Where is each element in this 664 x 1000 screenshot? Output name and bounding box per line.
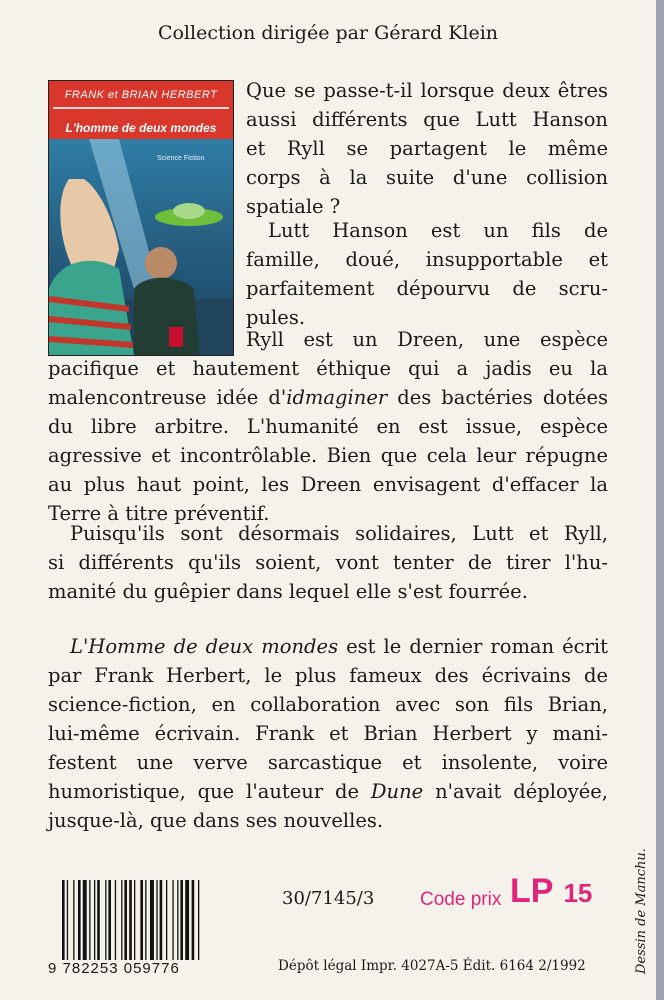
barcode xyxy=(62,880,234,960)
cover-series: Science Fiction xyxy=(157,155,205,162)
barcode-bar xyxy=(121,880,122,960)
cover-divider xyxy=(53,107,229,109)
barcode-number: 9 782253 059776 xyxy=(48,960,180,977)
barcode-bar xyxy=(166,880,167,960)
text-line: manité du guêpier dans lequel elle s'est fourrée. xyxy=(48,580,528,603)
blurb-paragraph-3 xyxy=(48,325,608,528)
text-line: au plus haut point, les Dreen envisagent d'effacer la xyxy=(48,473,608,496)
text-line: corps à la suite d'une collision xyxy=(246,166,608,189)
collection-header: Collection dirigée par Gérard Klein xyxy=(157,22,499,44)
text-line: Lutt Hanson est un fils de xyxy=(268,219,608,242)
barcode-bar xyxy=(124,880,127,960)
price-code-lp: LP xyxy=(510,872,554,910)
reference-number: 30/7145/3 xyxy=(282,888,375,909)
barcode-bar xyxy=(94,880,95,960)
text-line: science-fiction, en collaboration avec son fils Brian, xyxy=(48,693,608,716)
text-line: si différents qu'ils soient, vont tenter de tirer l'hu- xyxy=(48,551,608,574)
barcode-bar xyxy=(180,880,183,960)
text-segment: humoristique, que l'auteur de xyxy=(48,780,371,803)
barcode-bar xyxy=(108,880,111,960)
barcode-bar xyxy=(185,880,189,960)
text-line: Puisqu'ils sont désormais solidaires, Lutt et Ryll, xyxy=(70,522,608,545)
cover-author: FRANK et BRIAN HERBERT xyxy=(64,89,218,101)
text-line: festent une verve sarcastique et insolente, voire xyxy=(48,751,608,774)
text-line: Ryll est un Dreen, une espèce xyxy=(246,328,608,351)
text-line: du libre arbitre. L'humanité en est issue, espèce xyxy=(48,415,608,438)
text-segment: n'avait déployée, xyxy=(423,780,609,803)
text-segment: des bactéries dotées xyxy=(387,386,608,409)
text-line: et Ryll se partagent le même xyxy=(246,137,608,160)
text-line: jusque-là, que dans ses nouvelles. xyxy=(48,809,384,832)
cover-title: L'homme de deux mondes xyxy=(65,121,217,135)
barcode-bar xyxy=(73,880,74,960)
text-line: agressive et incontrôlable. Bien que cela leur répugne xyxy=(48,444,608,467)
text-line: aussi différents que Lutt Hanson xyxy=(246,108,608,131)
text-line: spatiale ? xyxy=(246,195,341,218)
barcode-bar xyxy=(198,880,199,960)
barcode-bar xyxy=(89,880,90,960)
blurb-paragraph-4 xyxy=(48,519,608,606)
cover-illustration xyxy=(49,139,233,355)
legal-deposit: Dépôt légal Impr. 4027A-5 Édit. 6164 2/1992 xyxy=(278,958,586,974)
barcode-bar xyxy=(160,880,163,960)
barcode-bar xyxy=(150,880,154,960)
price-code-label: Code prix xyxy=(420,889,502,910)
barcode-bar xyxy=(145,880,146,960)
book-title-italic: L'Homme de deux mondes xyxy=(70,635,339,658)
blurb-paragraph-1 xyxy=(246,76,608,221)
illustration-credit: Dessin de Manchu. xyxy=(634,848,649,974)
text-line: par Frank Herbert, le plus fameux des écrivains de xyxy=(48,664,608,687)
barcode-bar xyxy=(177,880,178,960)
blurb-paragraph-2 xyxy=(246,216,608,332)
text-segment: est le dernier roman écrit xyxy=(338,635,608,658)
text-line: lui-même écrivain. Frank et Brian Herbert y mani- xyxy=(48,722,608,745)
barcode-bar xyxy=(156,880,157,960)
barcode-bar xyxy=(83,880,87,960)
barcode-bar xyxy=(192,880,195,960)
barcode-bar xyxy=(115,880,116,960)
barcode-bar xyxy=(129,880,132,960)
cover-title-band xyxy=(49,81,233,139)
barcode-bar xyxy=(172,880,173,960)
barcode-bar xyxy=(67,880,68,960)
barcode-bar xyxy=(62,880,65,960)
dune-title-italic: Dune xyxy=(370,780,424,803)
price-code-number: 15 xyxy=(563,878,593,908)
blurb-paragraph-5 xyxy=(48,632,608,835)
text-line: Terre à titre préventif. xyxy=(48,502,270,525)
barcode-bar xyxy=(105,880,106,960)
price-code-value xyxy=(510,872,592,911)
text-line: parfaitement dépourvu de scru- xyxy=(246,277,608,300)
text-segment: malencontreuse idée d' xyxy=(48,386,287,409)
barcode-bar xyxy=(78,880,81,960)
text-line: Que se passe-t-il lorsque deux êtres xyxy=(246,79,608,102)
barcode-bar xyxy=(140,880,143,960)
text-line: pacifique et hautement éthique qui a jadis eu la xyxy=(48,357,608,380)
barcode-bar xyxy=(134,880,135,960)
cover-thumbnail xyxy=(48,80,234,356)
barcode-bar xyxy=(97,880,100,960)
text-line: famille, doué, insupportable et xyxy=(246,248,608,271)
text-line: pules. xyxy=(246,306,306,329)
emphasis-text: idmaginer xyxy=(286,386,388,409)
